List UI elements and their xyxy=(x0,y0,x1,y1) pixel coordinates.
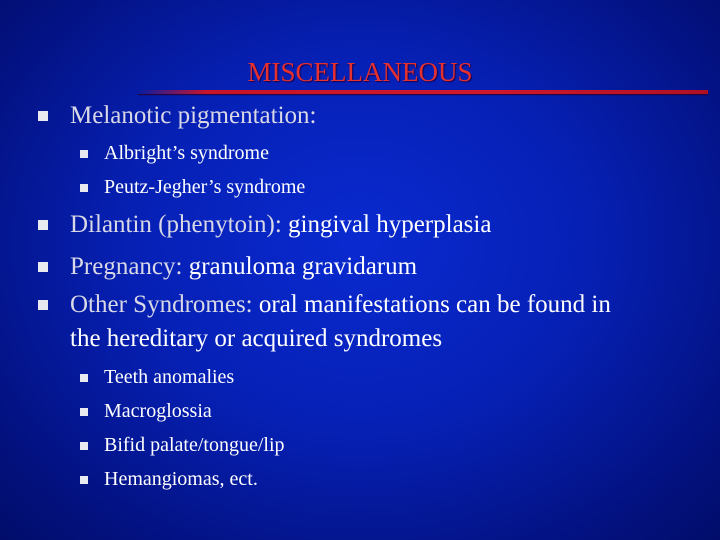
bullet-label: Melanotic pigmentation: xyxy=(70,102,317,129)
square-bullet-icon xyxy=(38,300,48,310)
square-bullet-icon xyxy=(80,476,88,484)
slide-title: MISCELLANEOUS xyxy=(247,57,473,87)
bullet-label: Dilantin (phenytoin): xyxy=(70,211,282,238)
bullet-label: Pregnancy: xyxy=(70,253,183,280)
bullet-detail: gingival hyperplasia xyxy=(281,211,492,238)
bullet-detail-continued: the hereditary or acquired syndromes xyxy=(70,325,443,352)
sub-bullet-text: Macroglossia xyxy=(104,400,212,422)
sub-bullet-text: Bifid palate/tongue/lip xyxy=(104,434,285,456)
square-bullet-icon xyxy=(38,262,48,272)
sub-bullet-text: Albright’s syndrome xyxy=(104,142,269,164)
sub-bullet-text: Hemangiomas, ect. xyxy=(104,468,258,490)
square-bullet-icon xyxy=(38,111,48,121)
bullet-detail: oral manifestations can be found in xyxy=(252,291,611,318)
square-bullet-icon xyxy=(38,220,48,230)
square-bullet-icon xyxy=(80,374,88,382)
bullet-detail: granuloma gravidarum xyxy=(182,253,418,280)
square-bullet-icon xyxy=(80,442,88,450)
square-bullet-icon xyxy=(80,150,88,158)
square-bullet-icon xyxy=(80,184,88,192)
square-bullet-icon xyxy=(80,408,88,416)
bullet-label: Other Syndromes: xyxy=(70,291,253,318)
sub-bullet-text: Teeth anomalies xyxy=(104,366,235,388)
sub-bullet-text: Peutz-Jegher’s syndrome xyxy=(104,176,306,198)
